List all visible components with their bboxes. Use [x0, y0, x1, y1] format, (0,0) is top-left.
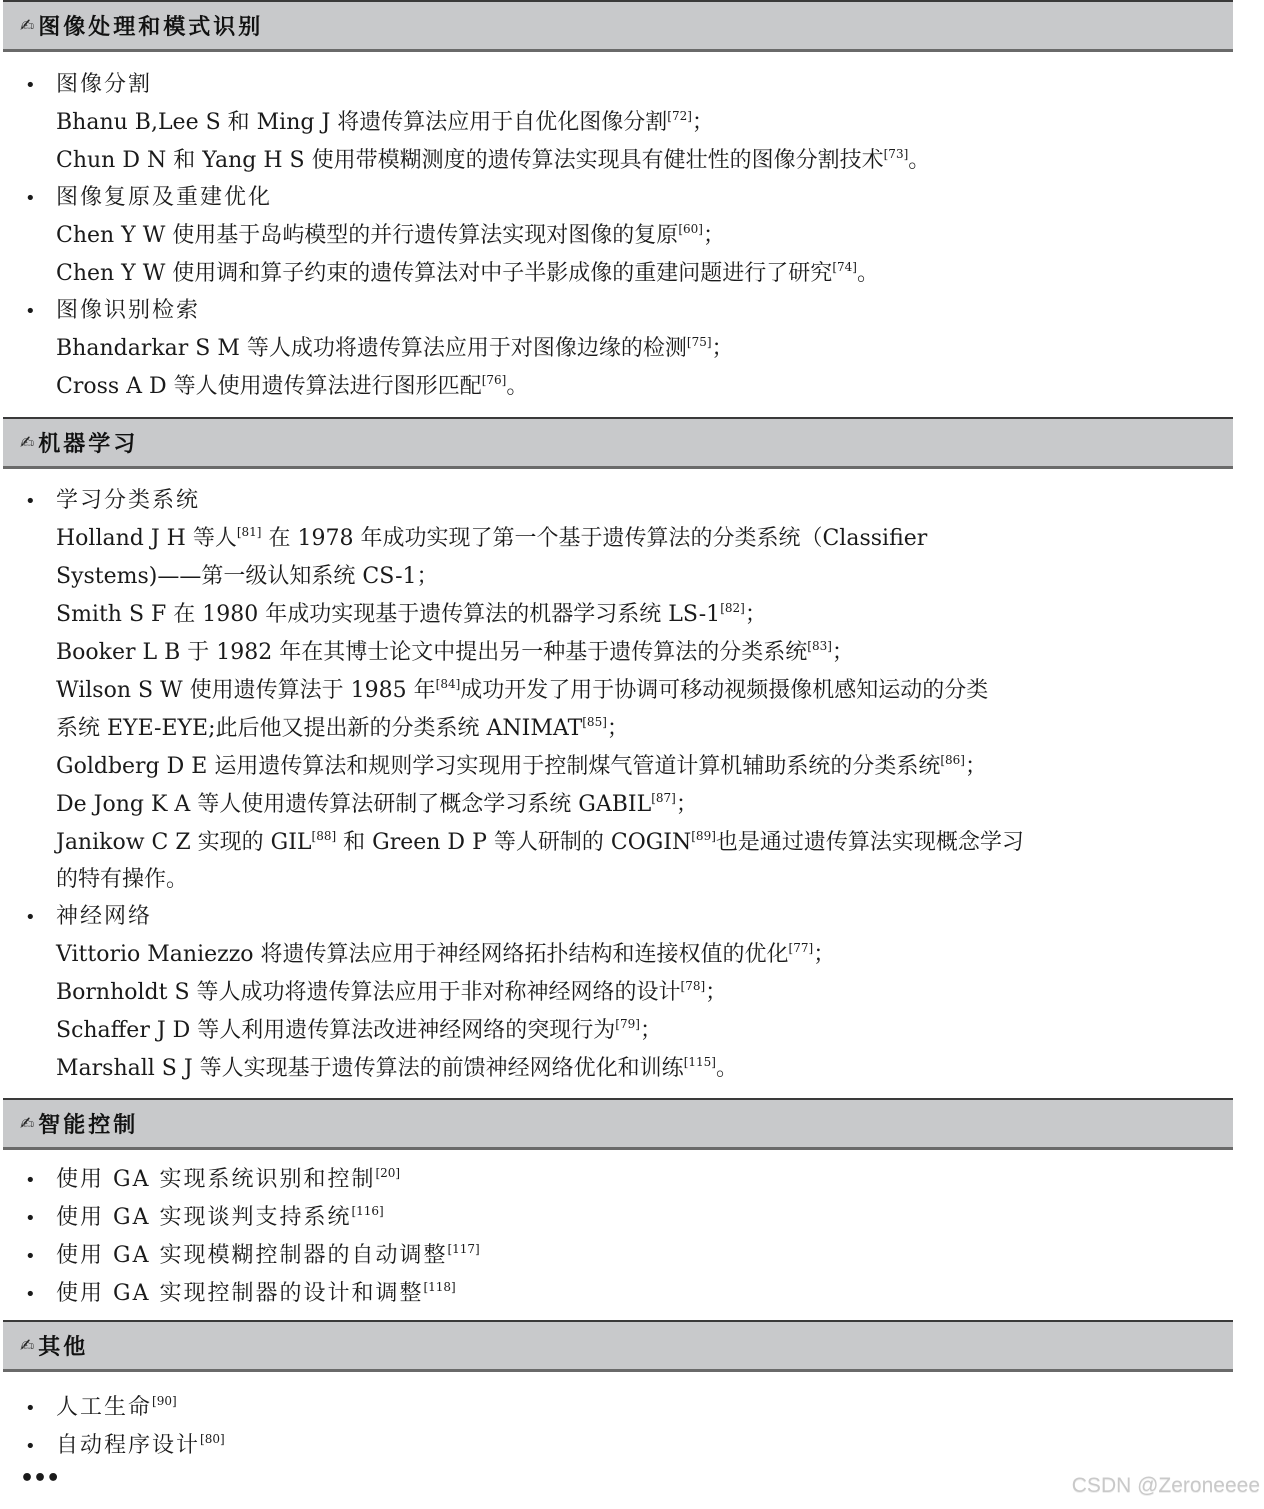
citation: [60]: [678, 222, 703, 236]
bullet-icon: •: [25, 1284, 36, 1305]
citation: [117]: [447, 1242, 480, 1256]
text-line: Chun D N 和 Yang H S 使用带模糊测度的遗传算法实现具有健壮性的图像分割技术[73]。: [56, 147, 931, 173]
pen-icon: ✍: [20, 1335, 35, 1356]
text-line: De Jong K A 等人使用遗传算法研制了概念学习系统 GABIL[87]；: [56, 791, 698, 817]
bullet-icon: •: [25, 1436, 36, 1457]
text-line: Booker L B 于 1982 年在其博士论文中提出另一种基于遗传算法的分类系统[83]；: [56, 639, 854, 665]
bullet-icon: •: [25, 301, 36, 322]
bullet-item: • 使用 GA 实现系统识别和控制[20]: [25, 1161, 400, 1199]
bullet-item: • 图像分割: [25, 66, 152, 104]
watermark: CSDN @Zeroneeee: [1071, 1474, 1260, 1497]
citation: [116]: [351, 1204, 384, 1218]
bullet-item: • 人工生命[90]: [25, 1389, 177, 1427]
text-line: Smith S F 在 1980 年成功实现基于遗传算法的机器学习系统 LS-1[82]；: [56, 601, 767, 627]
citation: [118]: [423, 1280, 456, 1294]
bullet-icon: •: [25, 1208, 36, 1229]
text-line: Goldberg D E 运用遗传算法和规则学习实现用于控制煤气管道计算机辅助系统的分类系统[86]；: [56, 753, 987, 779]
citation: [78]: [680, 979, 706, 993]
text-line: Vittorio Maniezzo 将遗传算法应用于神经网络拓扑结构和连接权值的优化[77]；: [56, 941, 836, 967]
citation: [84]: [435, 677, 461, 691]
text-line: Chen Y W 使用基于岛屿模型的并行遗传算法实现对图像的复原[60]；: [56, 222, 725, 248]
bullet-icon: •: [25, 75, 36, 96]
text-line: Wilson S W 使用遗传算法于 1985 年[84]成功开发了用于协调可移动视频摄像机感知运动的分类: [56, 677, 989, 703]
text-line: 系统 EYE-EYE;此后他又提出新的分类系统 ANIMAT[85]；: [56, 715, 629, 741]
ellipsis: •••: [20, 1466, 60, 1491]
pen-icon: ✍: [20, 432, 35, 453]
citation: [89]: [691, 829, 716, 843]
citation: [82]: [720, 601, 745, 615]
citation: [85]: [582, 715, 607, 729]
text-line: Chen Y W 使用调和算子约束的遗传算法对中子半影成像的重建问题进行了研究[74]。: [56, 260, 879, 286]
text-line: Holland J H 等人[81] 在 1978 年成功实现了第一个基于遗传算法的分类系统（Classifier: [56, 525, 928, 551]
bullet-icon: •: [25, 491, 36, 512]
section-header-machine-learning: [3, 417, 1233, 469]
citation: [81]: [236, 525, 262, 539]
bullet-item: • 使用 GA 实现模糊控制器的自动调整[117]: [25, 1237, 480, 1275]
text-line: Systems)——第一级认知系统 CS-1；: [56, 564, 439, 589]
text-line: Bhandarkar S M 等人成功将遗传算法应用于对图像边缘的检测[75]；: [56, 335, 734, 361]
citation: [76]: [481, 373, 507, 387]
citation: [20]: [375, 1166, 401, 1180]
bullet-item: • 图像复原及重建优化: [25, 179, 272, 217]
citation: [86]: [940, 753, 965, 767]
citation: [77]: [788, 941, 814, 955]
text-line: Bornholdt S 等人成功将遗传算法应用于非对称神经网络的设计[78]；: [56, 979, 728, 1005]
text-line: Schaffer J D 等人利用遗传算法改进神经网络的突现行为[79]；: [56, 1017, 662, 1043]
bullet-item: • 使用 GA 实现控制器的设计和调整[118]: [25, 1275, 456, 1313]
bullet-item: • 使用 GA 实现谈判支持系统[116]: [25, 1199, 384, 1237]
bullet-icon: •: [25, 1398, 36, 1419]
text-line: Janikow C Z 实现的 GIL[88] 和 Green D P 等人研制的 COGIN[89]也是通过遗传算法实现概念学习: [56, 829, 1024, 855]
text-line: Bhanu B,Lee S 和 Ming J 将遗传算法应用于自优化图像分割[72]；: [56, 109, 714, 135]
text-line: Marshall S J 等人实现基于遗传算法的前馈神经网络优化和训练[115]。: [56, 1055, 738, 1081]
citation: [74]: [832, 260, 857, 274]
citation: [75]: [686, 335, 712, 349]
citation: [90]: [152, 1394, 177, 1408]
bullet-icon: •: [25, 188, 36, 209]
citation: [79]: [615, 1017, 640, 1031]
text-line: Cross A D 等人使用遗传算法进行图形匹配[76]。: [56, 373, 529, 399]
citation: [83]: [807, 639, 832, 653]
bullet-item: • 图像识别检索: [25, 292, 200, 330]
citation: [72]: [667, 109, 692, 123]
citation: [73]: [883, 147, 909, 161]
citation: [88]: [311, 829, 337, 843]
citation: [115]: [683, 1055, 716, 1069]
bullet-item: • 神经网络: [25, 898, 152, 936]
bullet-item: • 学习分类系统: [25, 482, 200, 520]
bullet-icon: •: [25, 907, 36, 928]
section-title: 智能控制: [38, 1113, 139, 1138]
pen-icon: ✍: [20, 15, 35, 36]
section-title: 机器学习: [38, 432, 139, 457]
bullet-item: • 自动程序设计[80]: [25, 1427, 225, 1465]
section-header-intelligent-control: [3, 1098, 1233, 1150]
section-title: 其他: [38, 1335, 89, 1360]
citation: [87]: [651, 791, 676, 805]
pen-icon: ✍: [20, 1113, 35, 1134]
bullet-icon: •: [25, 1246, 36, 1267]
text-line: 的特有操作。: [56, 867, 189, 892]
section-header-image-processing: [3, 0, 1233, 52]
citation: [80]: [200, 1432, 225, 1446]
bullet-icon: •: [25, 1170, 36, 1191]
section-title: 图像处理和模式识别: [38, 15, 264, 40]
section-header-others: [3, 1320, 1233, 1372]
